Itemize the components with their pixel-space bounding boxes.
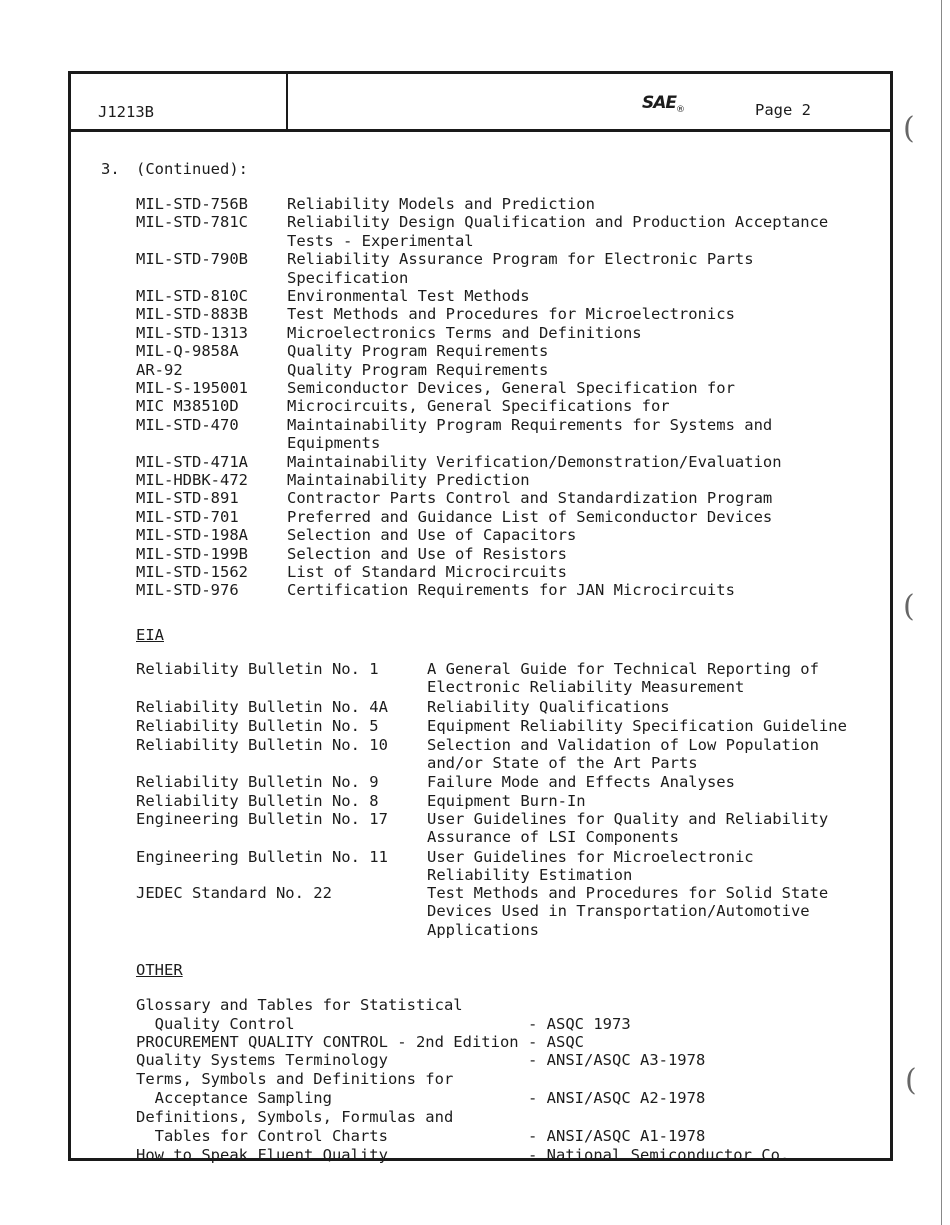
- eia-bulletin-code: Reliability Bulletin No. 8: [136, 792, 379, 810]
- eia-bulletin-title: and/or State of the Art Parts: [427, 754, 698, 773]
- other-reference-source: - ASQC: [528, 1033, 584, 1051]
- eia-bulletin-title: Selection and Validation of Low Population: [427, 736, 819, 754]
- mil-standard-title: Test Methods and Procedures for Microelectronics: [287, 305, 735, 324]
- mil-standard-title: Reliability Design Qualification and Production Acceptance: [287, 213, 829, 232]
- eia-bulletin-title: Devices Used in Transportation/Automotive: [427, 902, 810, 921]
- section-number: 3.: [101, 160, 120, 178]
- other-reference-source: - ANSI/ASQC A1-1978: [528, 1127, 706, 1145]
- other-reference-title: Definitions, Symbols, Formulas and: [136, 1108, 454, 1126]
- other-reference-title: Tables for Control Charts: [136, 1127, 388, 1145]
- mil-standard-code: MIL-STD-756B: [136, 195, 248, 213]
- other-reference-title: PROCUREMENT QUALITY CONTROL - 2nd Edition: [136, 1033, 519, 1051]
- eia-bulletin-title: Reliability Estimation: [427, 866, 633, 885]
- eia-bulletin-code: Reliability Bulletin No. 5: [136, 717, 379, 735]
- mil-standard-title: Maintainability Verification/Demonstration/Evaluation: [287, 452, 782, 471]
- mil-standard-title: Maintainability Program Requirements for Systems and: [287, 415, 773, 434]
- mil-standard-title: Selection and Use of Resistors: [287, 544, 567, 563]
- binder-hole-mark-icon: (: [903, 111, 915, 146]
- mil-standard-code: AR-92: [136, 360, 183, 379]
- mil-standard-code: MIL-Q-9858A: [136, 342, 239, 361]
- mil-standard-title: Semiconductor Devices, General Specification for: [287, 379, 735, 397]
- eia-bulletin-code: Engineering Bulletin No. 17: [136, 810, 388, 828]
- eia-bulletin-title: Test Methods and Procedures for Solid State: [427, 884, 829, 902]
- other-heading: OTHER: [136, 961, 183, 979]
- mil-standard-title: Microelectronics Terms and Definitions: [287, 323, 642, 342]
- sae-logo: $SAE_®$: [642, 93, 685, 115]
- document-id: J1213B: [98, 103, 154, 121]
- mil-standard-code: MIL-STD-883B: [136, 305, 248, 324]
- mil-standard-title: Contractor Parts Control and Standardization Program: [287, 489, 773, 508]
- eia-bulletin-code: Engineering Bulletin No. 11: [136, 848, 388, 866]
- eia-bulletin-title: User Guidelines for Microelectronic: [427, 848, 754, 866]
- eia-bulletin-title: Applications: [427, 920, 539, 939]
- other-reference-source: - ANSI/ASQC A2-1978: [528, 1089, 706, 1107]
- mil-standard-code: MIL-STD-1562: [136, 563, 248, 581]
- other-reference-title: How to Speak Fluent Quality: [136, 1146, 388, 1164]
- mil-standard-code: MIL-STD-198A: [136, 526, 248, 545]
- page-number: Page 2: [755, 101, 811, 119]
- mil-standard-title: Preferred and Guidance List of Semiconductor Devices: [287, 507, 773, 526]
- eia-bulletin-code: Reliability Bulletin No. 4A: [136, 698, 388, 716]
- mil-standard-code: MIL-STD-976: [136, 581, 239, 600]
- mil-standard-title: Reliability Models and Prediction: [287, 195, 595, 213]
- eia-bulletin-code: Reliability Bulletin No. 1: [136, 660, 379, 678]
- mil-standard-title: Environmental Test Methods: [287, 287, 530, 305]
- mil-standard-title: Selection and Use of Capacitors: [287, 526, 577, 545]
- mil-standard-title: Specification: [287, 268, 409, 287]
- other-reference-title: Terms, Symbols and Definitions for: [136, 1070, 454, 1088]
- other-reference-source: - National Semiconductor Co.: [528, 1146, 790, 1164]
- eia-bulletin-title: Reliability Qualifications: [427, 698, 670, 716]
- other-reference-title: Acceptance Sampling: [136, 1089, 332, 1107]
- eia-bulletin-title: A General Guide for Technical Reporting of: [427, 660, 819, 678]
- mil-standard-code: MIL-STD-790B: [136, 250, 248, 269]
- mil-standard-code: MIL-S-195001: [136, 379, 248, 397]
- section-title: (Continued):: [136, 160, 248, 178]
- eia-bulletin-code: Reliability Bulletin No. 10: [136, 736, 388, 754]
- mil-standard-title: Tests - Experimental: [287, 231, 474, 250]
- other-reference-title: Glossary and Tables for Statistical: [136, 996, 463, 1014]
- mil-standard-code: MIL-STD-471A: [136, 452, 248, 471]
- eia-bulletin-title: Assurance of LSI Components: [427, 828, 679, 847]
- mil-standard-code: MIL-STD-781C: [136, 213, 248, 232]
- mil-standard-code: MIL-STD-701: [136, 507, 239, 526]
- other-reference-source: - ASQC 1973: [528, 1015, 631, 1033]
- binder-hole-mark-icon: (: [903, 589, 915, 624]
- other-reference-title: Quality Systems Terminology: [136, 1051, 388, 1069]
- eia-bulletin-code: Reliability Bulletin No. 9: [136, 773, 379, 791]
- eia-bulletin-title: Failure Mode and Effects Analyses: [427, 773, 735, 791]
- page-edge-line: [941, 0, 942, 1225]
- mil-standard-title: Certification Requirements for JAN Microcircuits: [287, 581, 735, 600]
- mil-standard-title: Equipments: [287, 434, 381, 453]
- mil-standard-code: MIL-STD-891: [136, 489, 239, 508]
- eia-bulletin-title: Equipment Reliability Specification Guideline: [427, 717, 847, 735]
- eia-bulletin-title: User Guidelines for Quality and Reliability: [427, 810, 829, 828]
- binder-hole-mark-icon: (: [905, 1063, 917, 1098]
- other-reference-source: - ANSI/ASQC A3-1978: [528, 1051, 706, 1069]
- header-divider-horizontal: [70, 129, 890, 132]
- mil-standard-title: Microcircuits, General Specifications for: [287, 397, 670, 416]
- mil-standard-title: Quality Program Requirements: [287, 360, 549, 379]
- mil-standard-code: MIL-STD-470: [136, 415, 239, 434]
- eia-heading: EIA: [136, 626, 164, 644]
- eia-bulletin-code: JEDEC Standard No. 22: [136, 884, 332, 902]
- eia-bulletin-title: Equipment Burn-In: [427, 792, 586, 810]
- mil-standard-title: List of Standard Microcircuits: [287, 563, 567, 581]
- header-divider-vertical: [286, 73, 288, 131]
- mil-standard-code: MIL-STD-199B: [136, 544, 248, 563]
- other-reference-title: Quality Control: [136, 1015, 295, 1033]
- mil-standard-code: MIL-STD-810C: [136, 287, 248, 305]
- mil-standard-code: MIC M38510D: [136, 397, 239, 416]
- eia-bulletin-title: Electronic Reliability Measurement: [427, 678, 745, 697]
- mil-standard-title: Reliability Assurance Program for Electronic Parts: [287, 250, 754, 269]
- mil-standard-title: Quality Program Requirements: [287, 342, 549, 361]
- mil-standard-code: MIL-HDBK-472: [136, 471, 248, 489]
- mil-standard-title: Maintainability Prediction: [287, 471, 530, 489]
- mil-standard-code: MIL-STD-1313: [136, 323, 248, 342]
